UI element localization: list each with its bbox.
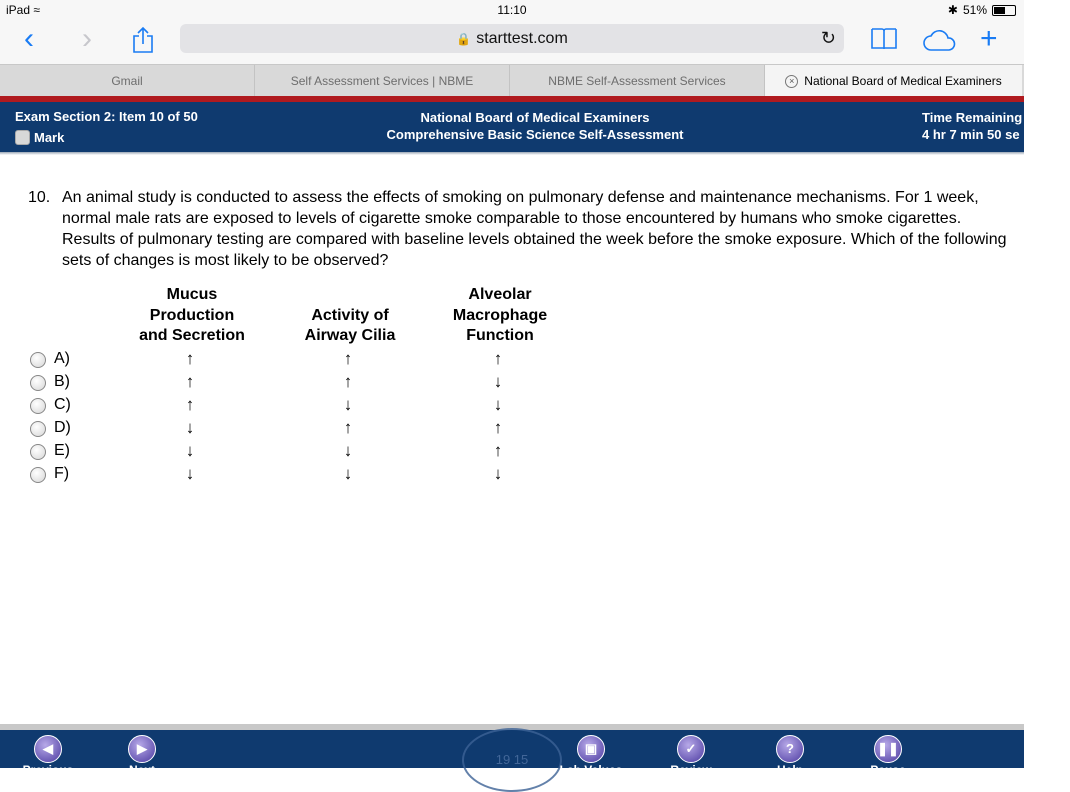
tab-bar — [0, 64, 1024, 97]
arrow-macrophage: ↓ — [493, 372, 503, 391]
header-line: Airway Cilia — [304, 327, 396, 344]
exam-header — [0, 102, 1024, 152]
answer-option-e[interactable] — [30, 442, 630, 465]
header-line: Mucus — [166, 286, 218, 303]
arrow-macrophage: ↓ — [493, 395, 503, 414]
answer-option-a[interactable] — [30, 350, 630, 373]
tab-gmail[interactable]: Gmail — [0, 65, 255, 97]
radio-button[interactable] — [30, 352, 46, 368]
review-icon[interactable]: ✓ — [677, 735, 705, 763]
column-header-mucus — [132, 285, 252, 347]
arrow-mucus: ↓ — [185, 464, 195, 483]
time-label: Time Remaining — [922, 110, 1023, 125]
arrow-cilia: ↑ — [343, 418, 353, 437]
tab-label: National Board of Medical Examiners — [804, 74, 1002, 88]
tab-nbme-self-assessment[interactable]: NBME Self-Assessment Services — [510, 65, 765, 97]
bottom-nav — [0, 730, 1024, 777]
answer-option-d[interactable] — [30, 419, 630, 442]
chevron-left-icon[interactable]: ‹ — [24, 22, 34, 55]
header-shadow — [0, 152, 1024, 155]
section-label: Exam Section 2: Item 10 of 50 — [15, 109, 198, 124]
time-remaining — [922, 109, 1022, 143]
header-line: Function — [466, 327, 534, 344]
mark-label: Mark — [34, 130, 65, 145]
battery-percent: 51% — [962, 3, 987, 17]
reload-icon[interactable]: ↻ — [820, 28, 836, 48]
radio-button[interactable] — [30, 444, 46, 460]
radio-button[interactable] — [30, 467, 46, 483]
question-stem: An animal study is conducted to assess the effects of smoking on pulmonary defense and maintenance mechanisms. For 1 week, normal male rats are exposed to levels of cigarette smoke comparable to those encountered by humans who smoke cigarettes. Results of pulmonary testing are compared with baseline levels obtained the week before the smoke exposure. Which of the following sets of changes is most likely to be observed? — [62, 189, 1007, 269]
radio-button[interactable] — [30, 375, 46, 391]
address-bar[interactable] — [180, 24, 844, 53]
cloud-icon[interactable] — [922, 28, 958, 58]
answer-option-b[interactable] — [30, 373, 630, 396]
arrow-mucus: ↑ — [185, 372, 195, 391]
column-header-macrophage — [434, 285, 566, 347]
exam-header-center — [0, 109, 1070, 143]
url-text: starttest.com — [476, 30, 568, 47]
exam-title: Comprehensive Basic Science Self-Assessment — [386, 127, 684, 142]
arrow-mucus: ↓ — [185, 418, 195, 437]
previous-button-label[interactable]: Previous — [22, 763, 74, 777]
share-icon[interactable] — [132, 26, 154, 60]
status-right — [948, 3, 1016, 17]
bluetooth-icon: ✱ — [947, 3, 958, 17]
option-letter: F) — [54, 465, 70, 482]
next-button-label[interactable]: Next — [128, 763, 155, 777]
option-letter: A) — [54, 350, 70, 367]
tab-self-assessment-services[interactable]: Self Assessment Services | NBME — [255, 65, 510, 97]
book-icon[interactable] — [870, 27, 898, 57]
radio-button[interactable] — [30, 398, 46, 414]
arrow-cilia: ↑ — [343, 349, 353, 368]
battery-fill — [994, 7, 1005, 14]
answer-option-c[interactable] — [30, 396, 630, 419]
question-block — [28, 187, 1008, 271]
arrow-cilia: ↑ — [343, 372, 353, 391]
radio-button[interactable] — [30, 421, 46, 437]
plus-icon[interactable]: + — [980, 22, 998, 55]
chevron-right-icon[interactable]: › — [82, 22, 92, 55]
question-number: 10. — [28, 189, 51, 206]
tab-nbme-active[interactable] — [765, 65, 1022, 97]
nbme-seal: 19 15 — [462, 728, 562, 792]
review-button-label[interactable]: Review — [670, 763, 712, 777]
arrow-macrophage: ↑ — [493, 349, 503, 368]
option-letter: E) — [54, 442, 70, 459]
lab-values-icon[interactable]: ▣ — [577, 735, 605, 763]
lock-icon: 🔒 — [456, 32, 472, 46]
pause-button-label[interactable]: Pause — [870, 763, 906, 777]
previous-icon[interactable]: ◀ — [34, 735, 62, 763]
arrow-cilia: ↓ — [343, 441, 353, 460]
clock: 11:10 — [497, 3, 527, 17]
arrow-mucus: ↑ — [185, 349, 195, 368]
arrow-cilia: ↓ — [343, 395, 353, 414]
arrow-mucus: ↑ — [185, 395, 195, 414]
battery-icon — [992, 5, 1016, 16]
lab-values-button-label[interactable]: Lab Values — [559, 763, 623, 777]
arrow-mucus: ↓ — [185, 441, 195, 460]
close-icon[interactable]: × — [785, 75, 798, 88]
header-line: and Secretion — [139, 327, 245, 344]
header-line: Production — [149, 306, 235, 324]
arrow-macrophage: ↑ — [493, 441, 503, 460]
header-line: Activity of — [311, 306, 389, 324]
device-name: iPad — [6, 3, 31, 17]
time-value: 4 hr 7 min 50 se — [922, 127, 1020, 142]
status-bar — [0, 0, 1024, 20]
option-letter: C) — [54, 396, 71, 413]
help-button-label[interactable]: Help — [776, 763, 803, 777]
header-line — [290, 285, 410, 306]
header-line: Macrophage — [452, 306, 548, 324]
browser-toolbar — [0, 20, 1024, 64]
option-letter: B) — [54, 373, 70, 390]
next-icon[interactable]: ▶ — [128, 735, 156, 763]
help-icon[interactable]: ? — [776, 735, 804, 763]
pause-icon[interactable]: ❚❚ — [874, 735, 902, 763]
arrow-macrophage: ↓ — [493, 464, 503, 483]
org-title: National Board of Medical Examiners — [420, 110, 650, 125]
answer-option-f[interactable] — [30, 465, 630, 488]
wifi-icon: ≈ — [33, 3, 40, 17]
header-line: Alveolar — [468, 286, 532, 303]
arrow-macrophage: ↑ — [493, 418, 503, 437]
column-header-cilia — [290, 285, 410, 347]
arrow-cilia: ↓ — [343, 464, 353, 483]
option-letter: D) — [54, 419, 71, 436]
